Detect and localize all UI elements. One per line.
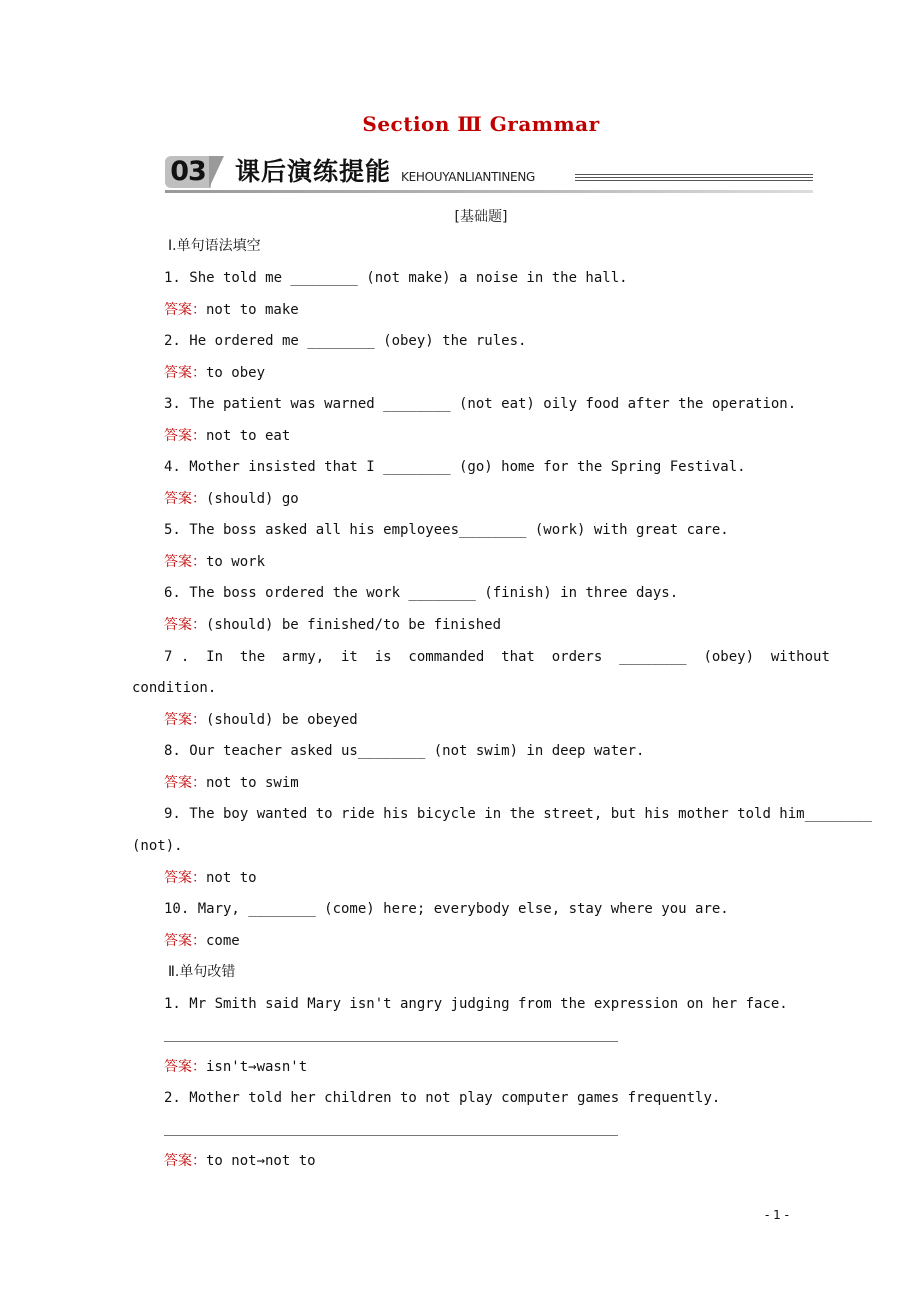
page-number: - 1 -: [765, 1208, 789, 1222]
answer-label: 答案：: [164, 617, 206, 633]
answer-text: not to eat: [206, 428, 291, 444]
answer-9: [164, 868, 257, 888]
banner-pinyin: KEHOUYANLIANTINENG: [401, 170, 536, 184]
error-answer-1: [164, 1057, 307, 1077]
question-3: 3. The patient was warned ________ (not eat) oily food after the operation.: [164, 396, 797, 412]
answer-text: (should) be obeyed: [206, 712, 358, 728]
question-6: 6. The boss ordered the work ________ (finish) in three days.: [164, 585, 679, 601]
section-banner: [165, 152, 815, 194]
answer-text: (should) be finished/to be finished: [206, 617, 502, 633]
banner-chinese-title: 课后演练提能: [235, 157, 392, 186]
answer-3: [164, 426, 290, 446]
question-8: 8. Our teacher asked us________ (not swim) in deep water.: [164, 743, 645, 759]
answer-text: to work: [206, 554, 266, 570]
banner-badge: 03: [165, 156, 211, 188]
banner-underline: [165, 190, 813, 193]
answer-text: to obey: [206, 365, 266, 381]
question-7-continued: condition.: [132, 680, 217, 696]
page-title: Section Ⅲ Grammar: [362, 112, 600, 136]
question-9: 9. The boy wanted to ride his bicycle in the street, but his mother told him________: [164, 806, 873, 822]
question-9-continued: (not).: [132, 838, 183, 854]
banner-badge-slash: [209, 156, 227, 188]
error-correction-1: 1. Mr Smith said Mary isn't angry judging from the expression on her face.: [164, 996, 788, 1012]
subheading: [基础题]: [454, 209, 508, 225]
question-7: 7 . In the army, it is commanded that orders ________ (obey) without: [164, 649, 830, 665]
answer-label: 答案：: [164, 491, 206, 507]
answer-text: to not→not to: [206, 1153, 316, 1169]
question-4: 4. Mother insisted that I ________ (go) home for the Spring Festival.: [164, 459, 746, 475]
answer-text: (should) go: [206, 491, 299, 507]
answer-6: [164, 615, 501, 635]
answer-label: 答案：: [164, 1059, 206, 1075]
error-answer-2: [164, 1151, 316, 1171]
answer-rule: [164, 1135, 618, 1136]
answer-2: [164, 363, 265, 383]
answer-5: [164, 552, 265, 572]
error-correction-2: 2. Mother told her children to not play computer games frequently.: [164, 1090, 721, 1106]
answer-label: 答案：: [164, 428, 206, 444]
answer-text: not to: [206, 870, 257, 886]
answer-10: [164, 931, 240, 951]
section-heading-1: Ⅰ.单句语法填空: [168, 238, 261, 254]
question-2: 2. He ordered me ________ (obey) the rules.: [164, 333, 527, 349]
question-1: 1. She told me ________ (not make) a noise in the hall.: [164, 270, 628, 286]
answer-label: 答案：: [164, 1153, 206, 1169]
answer-text: not to swim: [206, 775, 299, 791]
answer-text: isn't→wasn't: [206, 1059, 308, 1075]
answer-text: come: [206, 933, 240, 949]
question-10: 10. Mary, ________ (come) here; everybody else, stay where you are.: [164, 901, 729, 917]
banner-decorative-lines: [575, 174, 813, 183]
question-5: 5. The boss asked all his employees________ (work) with great care.: [164, 522, 729, 538]
answer-label: 答案：: [164, 775, 206, 791]
answer-4: [164, 489, 299, 509]
answer-label: 答案：: [164, 712, 206, 728]
answer-1: [164, 300, 299, 320]
answer-label: 答案：: [164, 554, 206, 570]
answer-7: [164, 710, 358, 730]
section-heading-2: Ⅱ.单句改错: [168, 964, 236, 980]
answer-label: 答案：: [164, 365, 206, 381]
answer-label: 答案：: [164, 870, 206, 886]
answer-label: 答案：: [164, 933, 206, 949]
answer-text: not to make: [206, 302, 299, 318]
answer-label: 答案：: [164, 302, 206, 318]
answer-rule: [164, 1041, 618, 1042]
answer-8: [164, 773, 299, 793]
